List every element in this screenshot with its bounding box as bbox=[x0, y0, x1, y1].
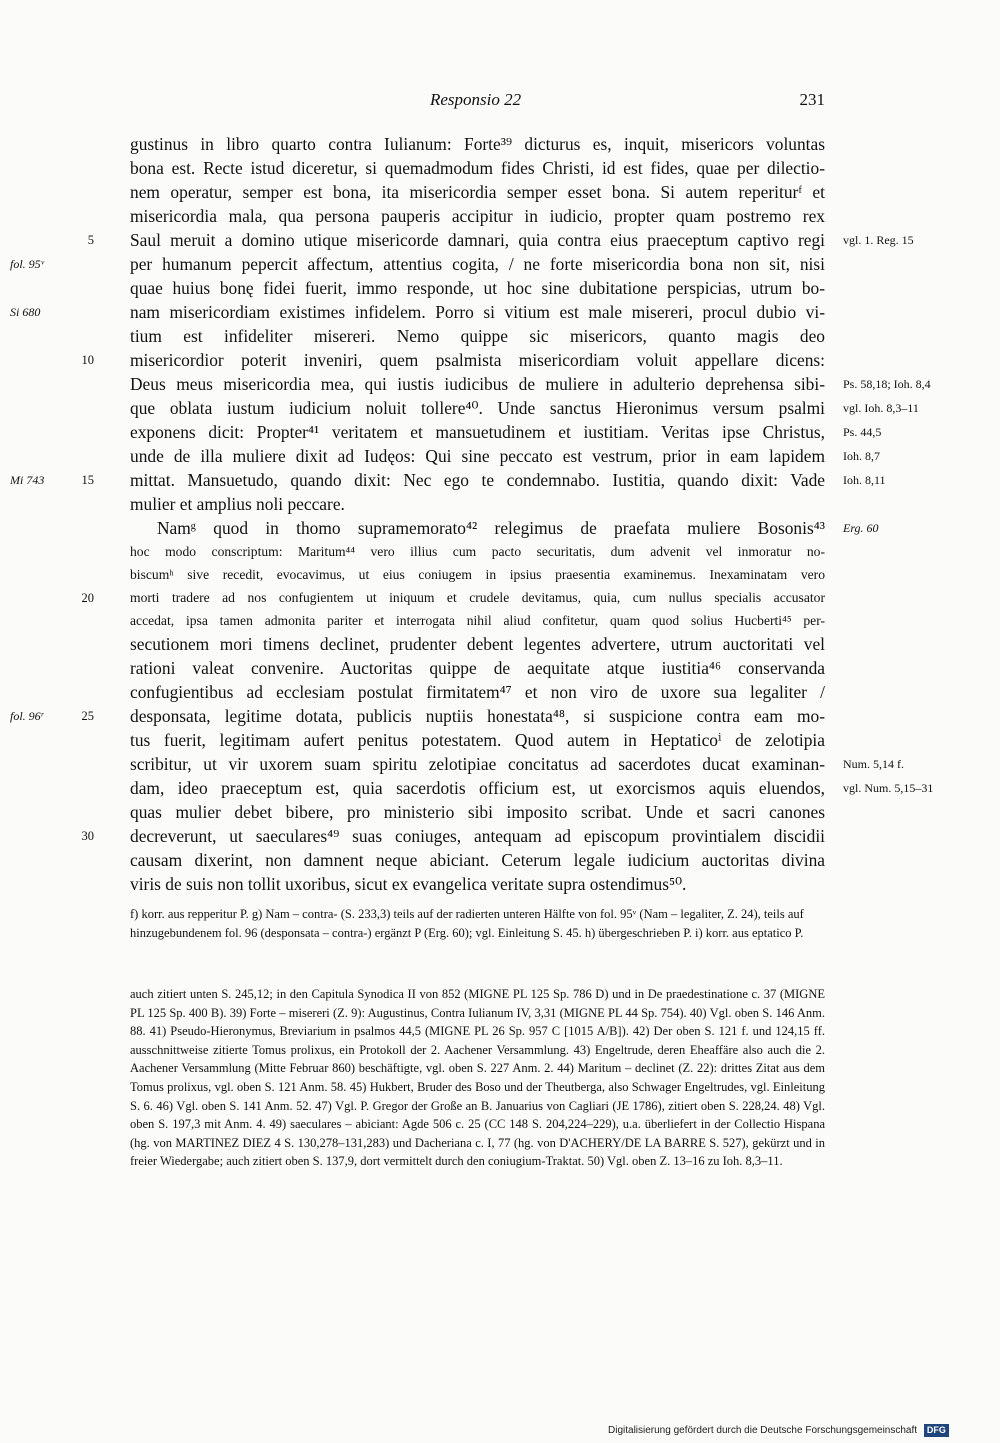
text-line: decreverunt, ut saeculares⁴⁹ suas coniuges, antequam ad episcopum provintialem discidii bbox=[130, 826, 825, 846]
text-line: confugientibus ad ecclesiam postulat firmitatem⁴⁷ et non viro de uxore sua legaliter / bbox=[130, 682, 825, 702]
text-line: secutionem mori timens declinet, prudenter debent legentes advertere, utrum auctoritati vel bbox=[130, 634, 825, 654]
text-line: rationi valeat convenire. Auctoritas quippe de aequitate atque iustitia⁴⁶ conservanda bbox=[130, 658, 825, 678]
text-line: misericordia mala, qua persona pauperis accipitur in iudicio, propter quam postremo rex bbox=[130, 206, 825, 226]
scripture-reference: vgl. Num. 5,15–31 bbox=[843, 781, 934, 795]
page-number: 231 bbox=[799, 90, 825, 109]
folio-reference: fol. 96ʳ bbox=[10, 709, 44, 723]
text-line: causam dixerint, non damnent neque abiciant. Ceterum legale iudicium auctoritas divina bbox=[130, 850, 825, 870]
text-line: nam misericordiam existimes infidelem. Porro si vitium est male misereri, procul dubio vi- bbox=[130, 302, 825, 322]
text-line: desponsata, legitime dotata, publicis nuptiis honestata⁴⁸, si suspicione contra eam mo- bbox=[130, 706, 825, 726]
text-line: scribitur, ut vir uxorem suam spiritu zelotipiae concitatus ad sacerdotes ducat examinan- bbox=[130, 754, 825, 774]
text-line: Namᵍ quod in thomo supramemorato⁴² relegimus de praefata muliere Bosonis⁴³ bbox=[157, 518, 825, 538]
line-number: 15 bbox=[81, 473, 94, 487]
text-line: tium est infideliter misereri. Nemo quippe sic misericors, quanto magis deo bbox=[130, 326, 825, 346]
quoted-line: morti tradere ad nos confugientem ut iniquum et crudele devitamus, quia, cum nullus specialis accusator bbox=[130, 590, 825, 605]
text-line: mulier et amplius noli peccare. bbox=[130, 494, 345, 514]
critical-apparatus bbox=[130, 905, 825, 943]
digitization-footer bbox=[608, 1424, 949, 1437]
quoted-line: hoc modo conscriptum: Maritum⁴⁴ vero illius cum pacto securitatis, dum advenit vel inmoratur no- bbox=[130, 544, 825, 559]
text-line: Saul meruit a domino utique misericorde damnari, quia contra eius praeceptum captivo regi bbox=[130, 230, 825, 250]
text-line: quas mulier debet bibere, pro ministerio sibi imposito scribat. Unde et sacri canones bbox=[130, 802, 825, 822]
text-line: unde de illa muliere dixit ad Iudęos: Qui sine peccato est vestrum, prior in eam lapidem bbox=[130, 446, 825, 466]
text-line: misericordior poterit inveniri, quem psalmista misericordiam voluit appellare dicens: bbox=[130, 350, 825, 370]
text-line: que oblata iustum iudicium noluit tollere⁴⁰. Unde sanctus Hieronimus versum psalmi bbox=[130, 398, 825, 418]
text-line: nem operatur, semper est bona, ita misericordia semper esset bona. Si autem reperiturᶠ et bbox=[130, 182, 825, 202]
text-line: viris de suis non tollit uxoribus, sicut ex evangelica veritate supra ostendimus⁵⁰. bbox=[130, 874, 687, 894]
footnotes bbox=[130, 985, 825, 1171]
text-line: per humanum pepercit affectum, attentius cogita, / ne forte misericordia bona non sit, nisi bbox=[130, 254, 825, 274]
scripture-reference: Num. 5,14 f. bbox=[843, 757, 904, 771]
text-line: mittat. Mansuetudo, quando dixit: Nec ego te condemnabo. Iustitia, quando dixit: Vade bbox=[130, 470, 825, 490]
scripture-reference: vgl. 1. Reg. 15 bbox=[843, 233, 914, 247]
scripture-reference: Ps. 44,5 bbox=[843, 425, 882, 439]
quoted-line: accedat, ipsa tamen admonita pariter et interrogata nihil aliud confitetur, quam quod solius Hucberti⁴⁵ per- bbox=[130, 613, 825, 628]
line-number: 30 bbox=[81, 829, 94, 843]
supplement-reference: Erg. 60 bbox=[843, 521, 879, 535]
running-title: Responsio 22 bbox=[430, 90, 522, 109]
text-line: bona est. Recte istud diceretur, si quemadmodum fides Christi, id est fides, quae per dilectio- bbox=[130, 158, 825, 178]
text-line: Deus meus misericordia mea, qui iustis iudicibus de muliere in adulterio deprehensa sibi- bbox=[130, 374, 825, 394]
apparatus-entry: f) korr. aus repperitur P. g) Nam – contra- (S. 233,3) teils auf der radierten unteren Hälfte von fol. 95ᵛ (Nam – legaliter, Z. 24), teils auf hinzugebundenem fol. 96 (desponsata – contra-) ergänzt P (Erg. 60); vgl. Einleitung S. 45. h) übergeschrieben P. i) korr. aus eptatico P. bbox=[130, 907, 804, 940]
text-line: quae huius bonę fidei fuerit, immo responde, ut hoc sine dubitatione perspicias, utrum bo- bbox=[130, 278, 825, 298]
text-line: dam, ideo praeceptum est, quia sacerdotis officium est, ut exorcismos aquis eluendos, bbox=[130, 778, 825, 798]
text-line: gustinus in libro quarto contra Iulianum: Forte³⁹ dicturus es, inquit, misericors voluntas bbox=[130, 134, 825, 154]
text-line: tus fuerit, legitimam aufert penitus potestatem. Quod autem in Heptaticoⁱ de zelotipia bbox=[130, 730, 825, 750]
edition-reference: Mi 743 bbox=[10, 473, 45, 487]
footer-text: Digitalisierung gefördert durch die Deutsche Forschungsgemeinschaft bbox=[608, 1425, 918, 1437]
scripture-reference: vgl. Ioh. 8,3–11 bbox=[843, 401, 919, 415]
folio-reference: fol. 95ᵛ bbox=[10, 257, 45, 271]
line-number: 5 bbox=[87, 233, 94, 247]
scripture-reference: Ps. 58,18; Ioh. 8,4 bbox=[843, 377, 931, 391]
line-number: 25 bbox=[81, 709, 94, 723]
footnotes-text: auch zitiert unten S. 245,12; in den Capitula Synodica II von 852 (MIGNE PL 125 Sp. 786 D) und in De praedestinatione c. 37 (MIGNE PL 125 Sp. 400 B). 39) Forte – misereri (Z. 9): Augustinus, Contra Iulianum IV, 3,31 (MIGNE PL 44 Sp. 754). 40) Vgl. oben S. 146 Anm. 88. 41) Pseudo-Hieronymus, Breviarium in psalmos 44,5 (MIGNE PL 26 Sp. 957 C [1015 A/B]). 42) Der oben S. 121 f. und 124,15 ff. ausschnittweise zitierte Tomus prolixus, ein Protokoll der 2. Aachener Versammlung. 43) Engeltrude, deren Eheaffäre also auch die 2. Aachener Versammlung (Mitte Februar 860) beschäftigte, vgl. oben S. 227 Anm. 2. 44) Maritum – declinet (Z. 22): drittes Zitat aus dem Tomus prolixus, vgl. oben S. 121 Anm. 58. 45) Hukbert, Bruder des Boso und der Theutberga, also Schwager Engeltrudes, vgl. Einleitung S. 6. 46) Vgl. oben S. 141 Anm. 52. 47) Vgl. P. Gregor der Große an B. Januarius von Cagliari (JE 1786), zitiert oben S. 228,24. 48) Vgl. oben S. 197,3 mit Anm. 4. 49) saeculares – abiciant: Agde 506 c. 25 (CC 148 S. 204,224–229), u.a. überliefert in der Collectio Hispana (hg. von MARTINEZ DIEZ 4 S. 130,278–131,283) und Dacheriana c. I, 77 (hg. von D'ACHERY/DE LA BARRE S. 527), gekürzt und in freier Wiedergabe; auch zitiert oben S. 137,9, dort vermittelt durch den coniugium-Traktat. 50) Vgl. oben Z. 13–16 zu Ioh. 8,3–11. bbox=[130, 987, 825, 1169]
line-number: 20 bbox=[81, 591, 94, 605]
line-number: 10 bbox=[81, 353, 94, 367]
edition-reference: Si 680 bbox=[10, 305, 41, 319]
scripture-reference: Ioh. 8,11 bbox=[843, 473, 886, 487]
running-header bbox=[130, 90, 825, 112]
dfg-logo: DFG bbox=[924, 1424, 949, 1437]
text-line: exponens dicit: Propter⁴¹ veritatem et mansuetudinem et iustitiam. Veritas ipse Christus, bbox=[130, 422, 825, 442]
scripture-reference: Ioh. 8,7 bbox=[843, 449, 880, 463]
quoted-line: biscumʰ sive recedit, evocavimus, ut eius coniugem in ipsius praesentia examinemus. Inexaminatam vero bbox=[130, 567, 825, 582]
